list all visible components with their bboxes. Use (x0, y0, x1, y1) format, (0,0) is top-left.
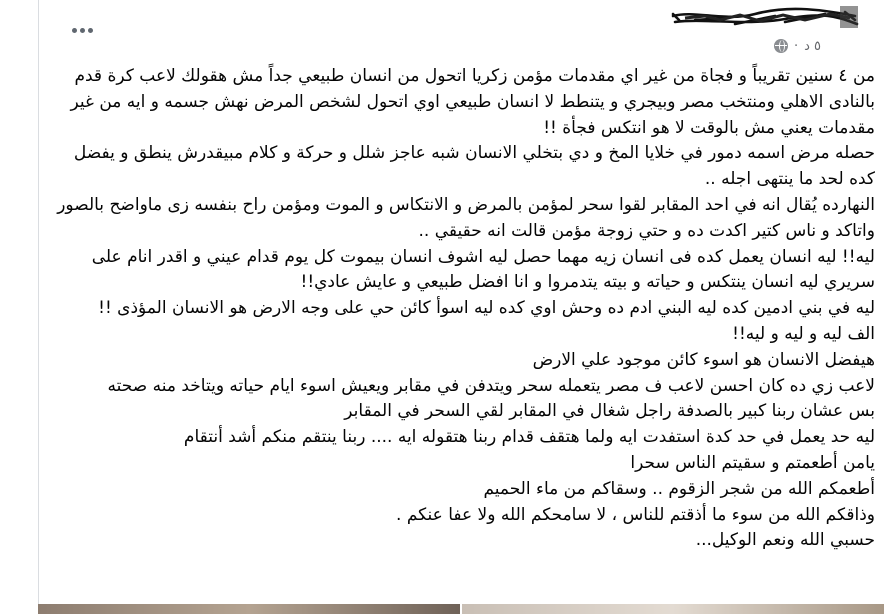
more-horizontal-icon-dot (80, 28, 85, 33)
post-timestamp[interactable]: ٥ د (804, 38, 821, 54)
post-media-strip[interactable] (38, 604, 884, 614)
post-text (55, 64, 875, 554)
more-options-button[interactable] (67, 18, 97, 42)
post-paragraph: ليه!! ليه انسان يعمل كده فى انسان زيه مهما حصل ليه اشوف انسان بيموت كل يوم قدام عيني و اقدر انام على سريري ليه انسان ينتكس و حياته و بيته يتدمروا و انا افضل طبيعي و عايش عادي!! (91, 246, 875, 293)
redaction-scribble (665, 4, 865, 44)
post-paragraph: بس عشان ربنا كبير بالصدفة راجل شغال في المقابر لقي السحر في المقابر (344, 401, 875, 422)
media-thumbnail[interactable] (462, 604, 884, 614)
more-horizontal-icon (72, 28, 77, 33)
post-paragraph: الف ليه و ليه و ليه!! (732, 323, 875, 344)
post-meta (774, 36, 821, 56)
meta-separator: · (793, 38, 799, 54)
media-thumbnail[interactable] (38, 604, 460, 614)
post-paragraph: يامن أطعمتم و سقيتم الناس سحرا (630, 452, 875, 473)
post-paragraph: حصله مرض اسمه دمور في خلايا المخ و دي بتخلي الانسان شبه عاجز شلل و حركة و كلام مبيقدرش ينطق و يفضل كده لحد ما ينتهى اجله .. (73, 143, 875, 190)
post-paragraph: ليه حد يعمل في حد كدة استفدت ايه ولما هتقف قدام ربنا هتقوله ايه .... ربنا ينتقم منكم أشد أنتقام (183, 427, 875, 448)
post-paragraph: هيفضل الانسان هو اسوء كائن موجود علي الارض (532, 349, 875, 370)
post-paragraph: ليه في بني ادمين كده ليه البني ادم ده وحش اوي كده ليه اسوأ كائن حي على وجه الارض هو الانسان المؤذى !! (98, 298, 875, 319)
post-paragraph: أطعمكم الله من شجر الزقوم .. وسقاكم من ماء الحميم (483, 478, 875, 499)
post-paragraph: لاعب زي ده كان احسن لاعب ف مصر يتعمله سحر ويتدفن في مقابر ويعيش اسوء ايام حياته ويتاخد منه صحته (107, 375, 875, 396)
more-horizontal-icon-dot (88, 28, 93, 33)
post-paragraph: حسبي الله ونعم الوكيل... (695, 530, 875, 551)
post-card (38, 0, 884, 614)
post-paragraph: النهارده يُقال انه في احد المقابر لقوا سحر لمؤمن بالمرض و الانتكاس و الموت ومؤمن راح بنفسه زى ماواضح بالصور واتاكد و ناس كتير اكدت ده و حتي زوجة مؤمن قالت انه حقيقي .. (57, 194, 875, 241)
globe-icon (774, 39, 788, 53)
post-paragraph: وذاقكم الله من سوء ما أذقتم للناس ، لا سامحكم الله ولا عفا عنكم . (396, 504, 875, 525)
post-paragraph: من ٤ سنين تقريباً و فجاة من غير اي مقدمات مؤمن زكريا اتحول من انسان طبيعي جداً مش هقولك لاعب كرة قدم بالنادى الاهلي ومنتخب مصر وبيجري و يتنطط لا انسان طبيعي اوي اتحول لشخص المرض نهش جسمه و ايه من غير مقدمات يعني مش بالوقت لا هو انتكس فجأة !! (70, 66, 875, 138)
